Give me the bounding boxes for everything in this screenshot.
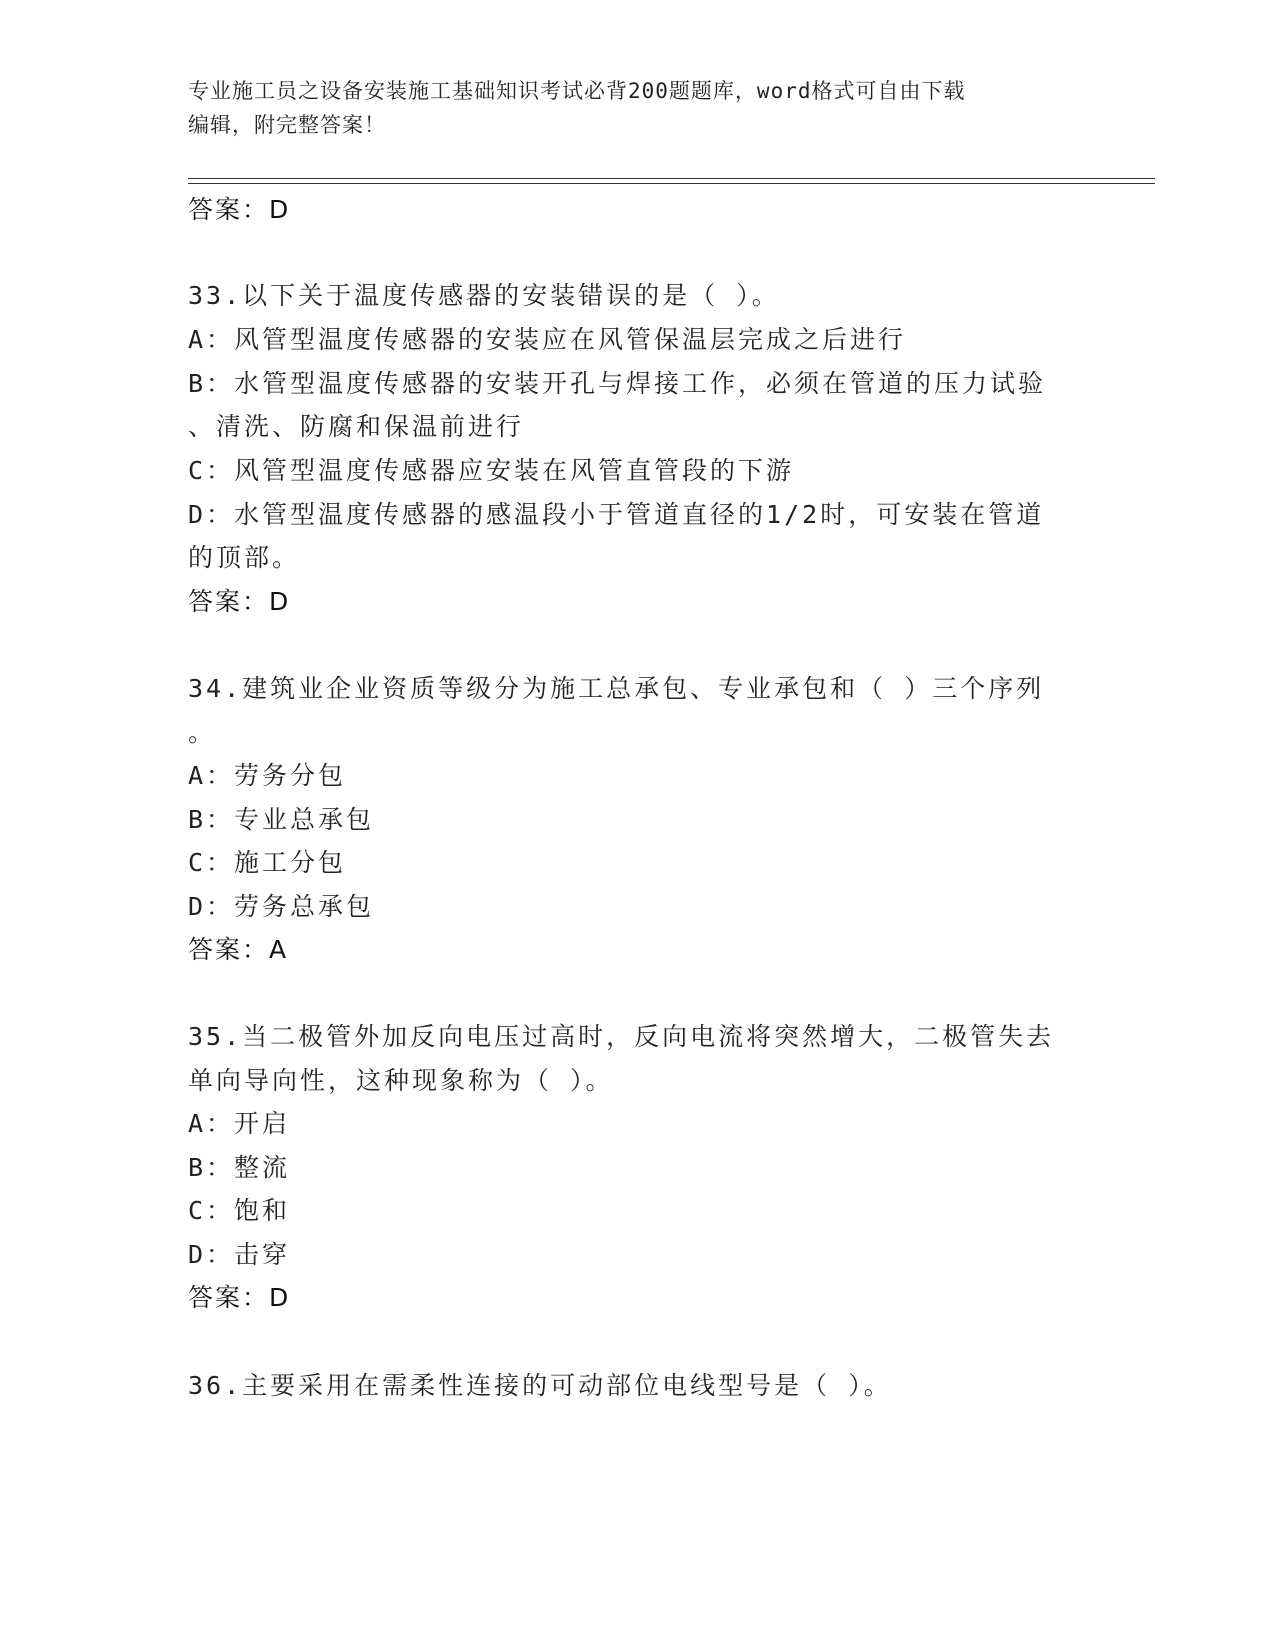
answer-35: 答案：D	[188, 1283, 291, 1312]
question-33-option-c: C：风管型温度传感器应安装在风管直管段的下游	[188, 456, 795, 485]
question-35-option-b: B：整流	[188, 1153, 291, 1182]
header-rule-top	[188, 178, 1155, 179]
question-34-stem: 34.建筑业企业资质等级分为施工总承包、专业承包和（ ）三个序列	[188, 674, 1045, 703]
question-35-stem-cont: 单向导向性，这种现象称为（ ）。	[188, 1066, 614, 1095]
question-35-option-c: C：饱和	[188, 1196, 291, 1225]
answer-32: 答案：D	[188, 195, 291, 224]
document-header	[188, 74, 1068, 142]
header-line-1: 专业施工员之设备安装施工基础知识考试必背200题题库，word格式可自由下载	[188, 79, 966, 103]
question-34-option-d: D：劳务总承包	[188, 892, 375, 921]
question-33-option-d-cont: 的顶部。	[188, 543, 301, 572]
header-line-2: 编辑，附完整答案！	[188, 113, 386, 137]
answer-34: 答案：A	[188, 935, 289, 964]
question-35-stem: 35.当二极管外加反向电压过高时，反向电流将突然增大，二极管失去	[188, 1022, 1055, 1051]
answer-33: 答案：D	[188, 587, 291, 616]
question-33-stem: 33.以下关于温度传感器的安装错误的是（ ）。	[188, 281, 780, 310]
header-rule-bottom	[188, 183, 1155, 184]
question-33-option-d: D：水管型温度传感器的感温段小于管道直径的1/2时，可安装在管道	[188, 500, 1045, 529]
question-34-option-c: C：施工分包	[188, 848, 347, 877]
question-34-option-a: A：劳务分包	[188, 761, 347, 790]
question-34-option-b: B：专业总承包	[188, 805, 375, 834]
question-33-option-a: A：风管型温度传感器的安装应在风管保温层完成之后进行	[188, 325, 907, 354]
question-36-stem: 36.主要采用在需柔性连接的可动部位电线型号是（ ）。	[188, 1371, 892, 1400]
question-33-option-b-cont: 、清洗、防腐和保温前进行	[188, 412, 525, 441]
question-35-option-a: A：开启	[188, 1109, 291, 1138]
question-34-stem-cont: 。	[188, 718, 217, 747]
question-35-option-d: D：击穿	[188, 1240, 291, 1269]
question-33-option-b: B：水管型温度传感器的安装开孔与焊接工作，必须在管道的压力试验	[188, 369, 1047, 398]
